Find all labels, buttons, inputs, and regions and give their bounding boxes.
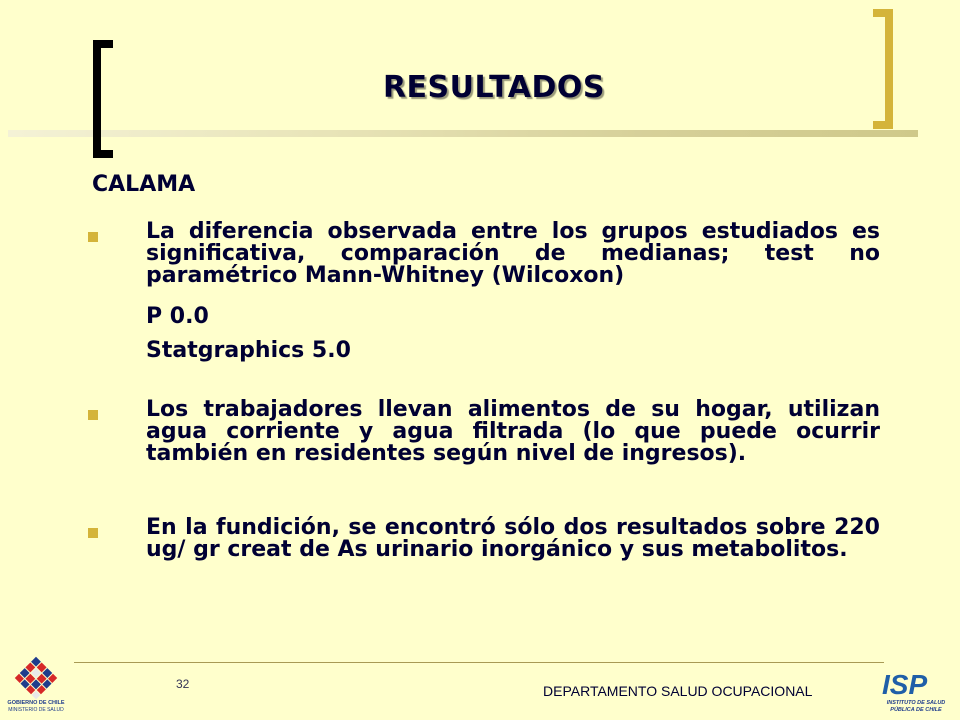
isp-logo xyxy=(876,668,956,716)
logo-right-line1: INSTITUTO DE SALUD xyxy=(886,700,946,706)
slide-subtitle: CALAMA xyxy=(92,172,196,197)
slide-title: RESULTADOS xyxy=(382,70,606,105)
logo-left-line1: GOBIERNO DE CHILE xyxy=(7,700,65,706)
bullet-marker-3 xyxy=(88,528,98,538)
header-rule xyxy=(8,130,918,137)
footer-rule xyxy=(74,662,884,663)
logo-left-line2: MINISTERIO DE SALUD xyxy=(8,707,64,713)
bullet-text-1: La diferencia observada entre los grupos estudiados es significativa, comparación de medianas; test no paramétrico Mann-Whitney (Wilcoxon) xyxy=(146,219,880,288)
bullet-marker-1 xyxy=(88,232,98,242)
p-value-text: P 0.0 xyxy=(146,304,209,329)
software-text: Statgraphics 5.0 xyxy=(146,338,351,363)
gobierno-chile-logo xyxy=(6,654,66,716)
bullet-text-3: En la fundición, se encontró sólo dos resultados sobre 220 ug/ gr creat de As urinario inorgánico y sus metabolitos. xyxy=(146,515,880,562)
bullet-marker-2 xyxy=(88,410,98,420)
logo-right-line2: PÚBLICA DE CHILE xyxy=(890,707,942,713)
logo-right-main: ISP xyxy=(882,669,928,700)
footer-department: DEPARTAMENTO SALUD OCUPACIONAL xyxy=(543,683,813,699)
page-number: 32 xyxy=(176,677,190,691)
bullet-text-2: Los trabajadores llevan alimentos de su hogar, utilizan agua corriente y agua filtrada (lo que puede ocurrir también en residentes según nivel de ingresos). xyxy=(146,397,880,466)
right-bracket-decoration xyxy=(885,9,893,129)
